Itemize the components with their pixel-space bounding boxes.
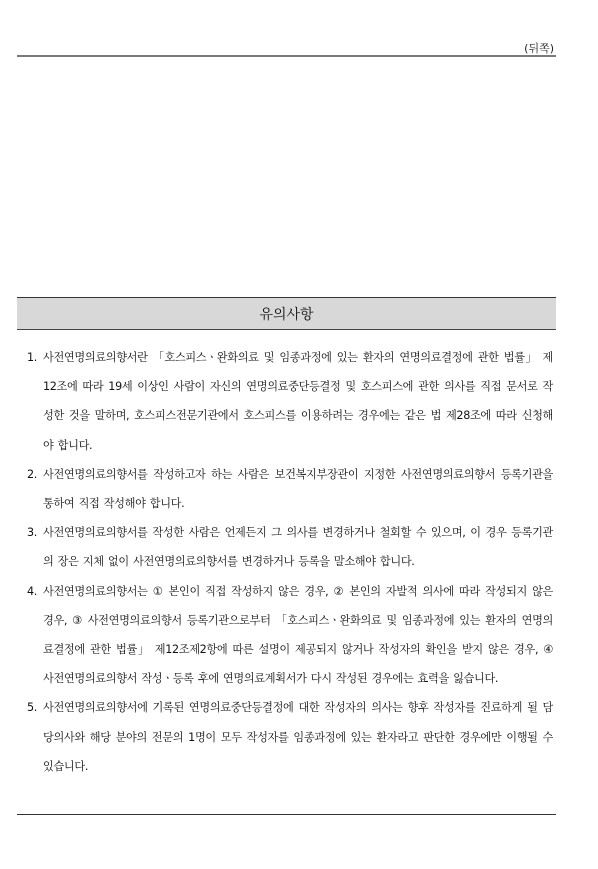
notice-section xyxy=(17,297,556,781)
notice-item-text: 사전연명의료의향서를 작성한 사람은 언제든지 그 의사를 변경하거나 철회할 수 있으며, 이 경우 등록기관의 장은 지체 없이 사전연명의료의향서를 변경하거나 등록을 말소해야 합니다. xyxy=(43,526,553,569)
notice-item-number: 4. xyxy=(27,584,37,598)
notice-title: 유의사항 xyxy=(17,298,556,330)
notice-item-1 xyxy=(17,343,556,460)
notice-item-text: 사전연명의료의향서를 작성하고자 하는 사람은 보건복지부장관이 지정한 사전연명의료의향서 등록기관을 통하여 직접 작성해야 합니다. xyxy=(43,467,553,511)
notice-item-text: 사전연명의료의향서에 기록된 연명의료중단등결정에 대한 작성자의 의사는 향후 작성자를 진료하게 될 담당의사와 해당 분야의 전문의 1명이 모두 작성자를 임종과정에 있는 환자라고 판단한 경우에만 이행될 수 있습니다. xyxy=(43,701,553,773)
notice-item-number: 1. xyxy=(27,351,37,364)
notice-item-5 xyxy=(17,693,556,781)
page-side-label: (뒤쪽) xyxy=(524,42,554,55)
notice-item-number: 3. xyxy=(27,526,37,540)
notice-item-text: 사전연명의료의향서는 ① 본인이 직접 작성하지 않은 경우, ② 본인의 자발적 의사에 따라 작성되지 않은 경우, ③ 사전연명의료의향서 등록기관으로부터 「호스피스ㆍ완화의료 및 임종과정에 있는 환자의 연명의료결정에 관한 법률」 제12조제2항에 따른 설명이 제공되지 않거나 작성자의 확인을 받지 않은 경우, ④ 사전연명의료의향서 작성ㆍ등록 후에 연명의료계획서가 다시 작성된 경우에는 효력을 잃습니다. xyxy=(43,584,553,686)
notice-item-2 xyxy=(17,460,556,518)
notice-item-number: 2. xyxy=(27,467,37,481)
notice-item-number: 5. xyxy=(27,701,37,715)
notice-list xyxy=(17,330,556,781)
top-divider xyxy=(17,55,556,57)
notice-item-3 xyxy=(17,518,556,576)
bottom-divider xyxy=(17,814,556,815)
notice-item-text: 사전연명의료의향서란 「호스피스ㆍ완화의료 및 임종과정에 있는 환자의 연명의료결정에 관한 법률」 제12조에 따라 19세 이상인 사람이 자신의 연명의료중단등결정 및 호스피스에 관한 의사를 직접 문서로 작성한 것을 말하며, 호스피스전문기관에서 호스피스를 이용하려는 경우에는 같은 법 제28조에 따라 신청해야 합니다. xyxy=(43,351,553,452)
notice-item-4 xyxy=(17,577,556,694)
